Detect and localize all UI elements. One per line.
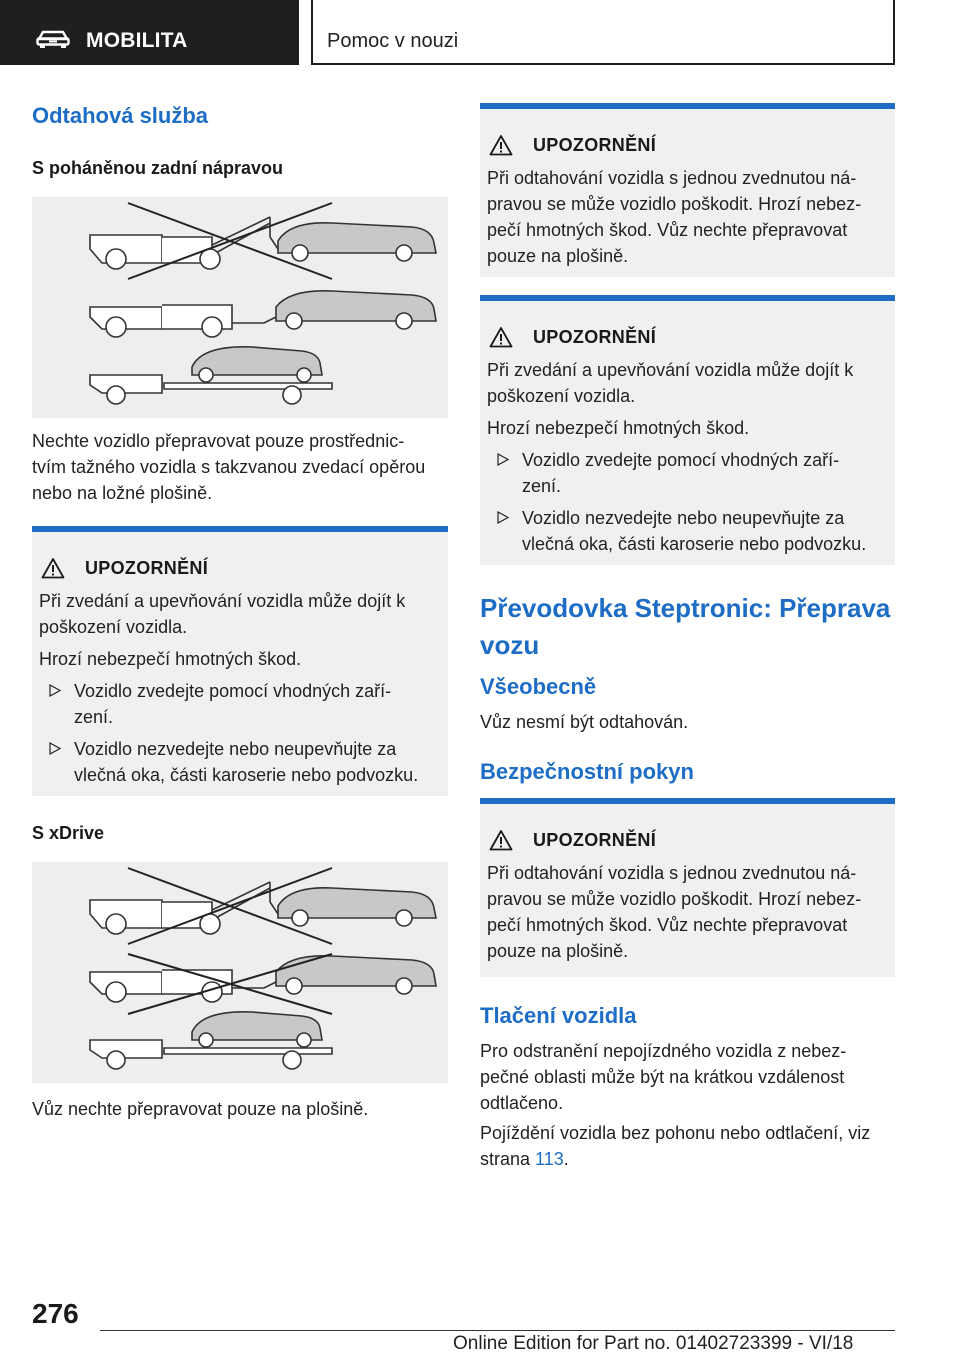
section-tab xyxy=(0,0,299,65)
text-line: Pro odstranění nepojízdného vozidla z nebez- xyxy=(480,1041,847,1061)
warning-title xyxy=(487,323,887,351)
text-line: zení. xyxy=(74,707,114,727)
text-line: nebo na ložné plošině. xyxy=(32,483,213,503)
warning-title-text: UPOZORNĚNÍ xyxy=(85,557,209,578)
heading-pushing: Tlačení vozidla xyxy=(480,1003,637,1028)
text-line: pravou se může vozidlo poškodit. Hrozí nebez- xyxy=(487,194,862,214)
chapter-title: Pomoc v nouzi xyxy=(327,30,459,52)
text-line: Nechte vozidlo přepravovat pouze prostřednic- xyxy=(32,431,405,451)
text-line: Při zvedání a upevňování vozidla může dojít k xyxy=(39,591,406,611)
heading-line: Převodovka Steptronic: Přeprava xyxy=(480,593,891,623)
text-line: pečí hmotných škod. Vůz nechte přepravovat xyxy=(487,915,848,935)
warning-paragraph xyxy=(487,860,887,964)
warning-paragraph: Hrozí nebezpečí hmotných škod. xyxy=(39,649,302,669)
text-line: Při odtahování vozidla s jednou zvednutou ná- xyxy=(487,168,857,188)
list-item xyxy=(39,678,440,730)
text-line: pečné oblasti může být na krátkou vzdálenost xyxy=(480,1067,845,1087)
text-fragment: strana xyxy=(480,1149,531,1169)
warning-box-lifting xyxy=(32,526,448,796)
text-line: zení. xyxy=(522,476,562,496)
footer-edition: Online Edition for Part no. 01402723399 - VI/18 xyxy=(453,1333,854,1354)
paragraph-general: Vůz nesmí být odtahován. xyxy=(480,712,689,732)
text-line: Pojíždění vozidla bez pohonu nebo odtlačení, viz xyxy=(480,1123,871,1143)
text-line: Při odtahování vozidla s jednou zvednutou ná- xyxy=(487,863,857,883)
page-number: 276 xyxy=(32,1298,79,1329)
warning-list xyxy=(487,447,887,557)
warning-list xyxy=(39,678,440,788)
chapter-tab xyxy=(311,0,895,65)
subheading-xdrive: S xDrive xyxy=(32,823,105,843)
text-line: Vozidlo nezvedejte nebo neupevňujte za xyxy=(522,508,845,528)
text-line xyxy=(480,1146,900,1172)
warning-title xyxy=(487,131,887,159)
bullet-arrow-icon xyxy=(497,453,509,466)
heading-towing-service: Odtahová služba xyxy=(32,103,209,128)
text-line: tvím tažného vozidla s takzvanou zvedací opěrou xyxy=(32,457,426,477)
text-line: pouze na plošině. xyxy=(487,246,629,266)
towing-illustration-rear-drive xyxy=(32,197,448,418)
heading-general: Všeobecně xyxy=(480,674,597,699)
bullet-arrow-icon xyxy=(49,684,61,697)
heading-steptronic xyxy=(480,590,890,664)
heading-line: vozu xyxy=(480,630,540,660)
paragraph-reference xyxy=(480,1120,900,1172)
bullet-arrow-icon xyxy=(497,511,509,524)
warning-paragraph xyxy=(487,357,887,409)
towing-methods-diagram xyxy=(32,197,448,418)
text-line: pečí hmotných škod. Vůz nechte přepravovat xyxy=(487,220,848,240)
text-line: odtlačeno. xyxy=(480,1093,564,1113)
text-line: vlečná oka, části karoserie nebo podvozku. xyxy=(522,534,867,554)
text-line: pravou se může vozidlo poškodit. Hrozí nebez- xyxy=(487,889,862,909)
warning-paragraph: Hrozí nebezpečí hmotných škod. xyxy=(487,418,750,438)
heading-safety-note: Bezpečnostní pokyn xyxy=(480,759,694,784)
warning-triangle-icon xyxy=(489,326,513,348)
text-line: Vozidlo zvedejte pomocí vhodných zaří- xyxy=(522,450,840,470)
text-line: poškození vozidla. xyxy=(487,386,636,406)
warning-triangle-icon xyxy=(41,557,65,579)
list-item xyxy=(39,736,440,788)
warning-paragraph xyxy=(39,588,440,640)
text-line: pouze na plošině. xyxy=(487,941,629,961)
list-item xyxy=(487,505,887,557)
warning-box-towing-axle-2 xyxy=(480,798,895,977)
warning-title xyxy=(39,554,440,582)
towing-methods-diagram-xdrive xyxy=(32,862,448,1083)
footer-divider xyxy=(100,1330,895,1331)
page-link-113[interactable]: 113 xyxy=(535,1149,564,1169)
warning-box-towing-axle xyxy=(480,103,895,277)
car-icon xyxy=(36,30,70,48)
warning-title xyxy=(487,826,887,854)
section-title: MOBILITA xyxy=(86,29,188,52)
warning-triangle-icon xyxy=(489,829,513,851)
paragraph-pushing xyxy=(480,1038,900,1116)
warning-triangle-icon xyxy=(489,134,513,156)
warning-paragraph xyxy=(487,165,887,269)
warning-title-text: UPOZORNĚNÍ xyxy=(533,829,657,850)
warning-title-text: UPOZORNĚNÍ xyxy=(533,134,657,155)
bullet-arrow-icon xyxy=(49,742,61,755)
text-line: Vozidlo nezvedejte nebo neupevňujte za xyxy=(74,739,397,759)
paragraph-towing-info xyxy=(32,428,452,506)
text-line: vlečná oka, části karoserie nebo podvozku. xyxy=(74,765,419,785)
subheading-rear-drive: S poháněnou zadní nápravou xyxy=(32,158,284,178)
text-line: poškození vozidla. xyxy=(39,617,188,637)
towing-illustration-xdrive xyxy=(32,862,448,1083)
warning-title-text: UPOZORNĚNÍ xyxy=(533,326,657,347)
warning-box-lifting-right xyxy=(480,295,895,565)
list-item xyxy=(487,447,887,499)
text-fragment: . xyxy=(563,1149,569,1169)
text-line: Vozidlo zvedejte pomocí vhodných zaří- xyxy=(74,681,392,701)
text-line: Při zvedání a upevňování vozidla může dojít k xyxy=(487,360,854,380)
paragraph-xdrive: Vůz nechte přepravovat pouze na plošině. xyxy=(32,1099,369,1119)
